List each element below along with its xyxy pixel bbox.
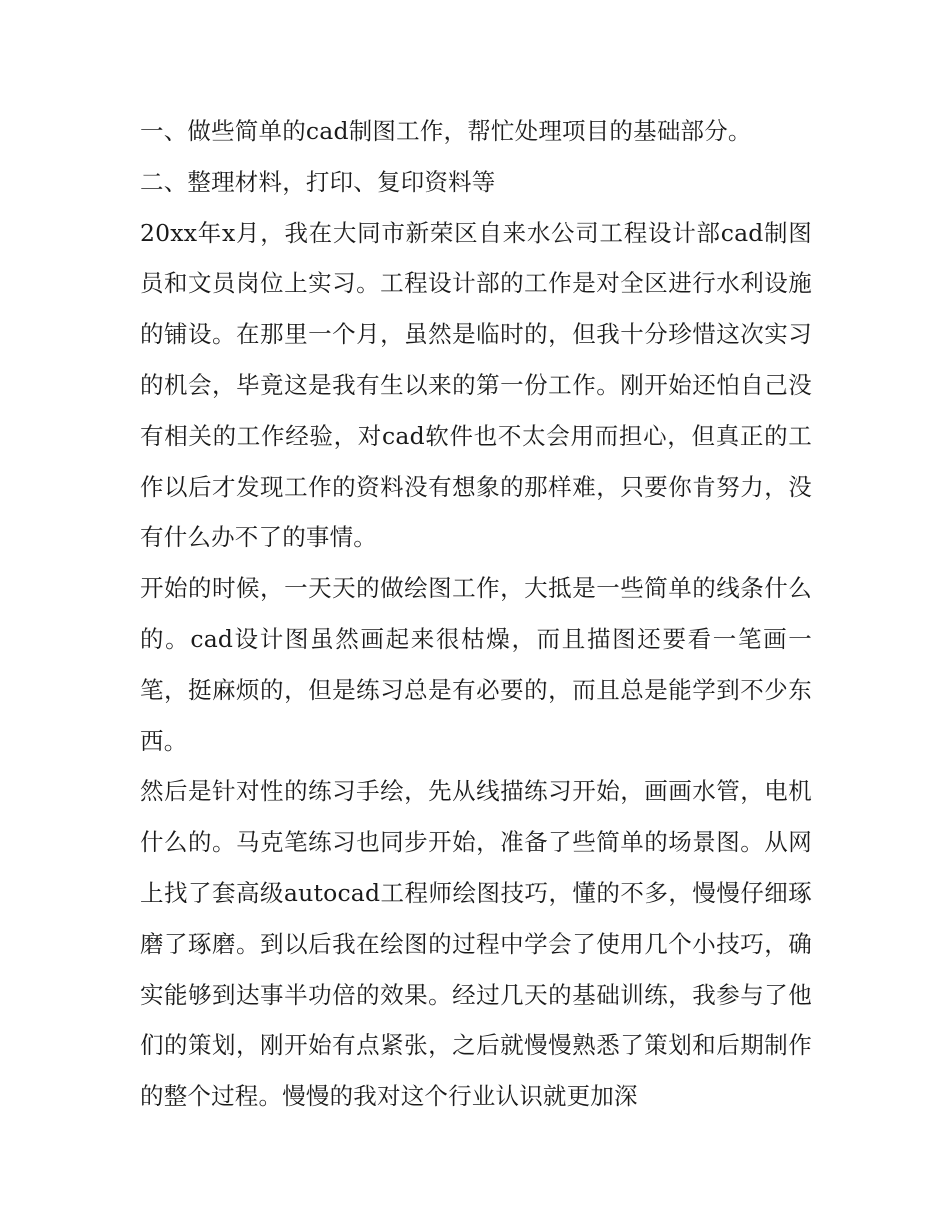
paragraph-internship-intro: 20xx年x月，我在大同市新荣区自来水公司工程设计部cad制图员和文员岗位上实习。工程设计部的工作是对全区进行水利设施的铺设。在那里一个月，虽然是临时的，但我十分珍惜这次实习的机会，毕竟这是我有生以来的第一份工作。刚开始还怕自己没有相关的工作经验，对cad软件也不太会用而担心，但真正的工作以后才发现工作的资料没有想象的那样难，只要你肯努力，没有什么办不了的事情。 <box>140 218 812 552</box>
paragraph-task-2: 二、整理材料，打印、复印资料等 <box>140 167 496 196</box>
paragraph-drawing-start: 开始的时候，一天天的做绘图工作，大抵是一些简单的线条什么的。cad设计图虽然画起来很枯燥，而且描图还要看一笔画一笔，挺麻烦的，但是练习总是有必要的，而且总是能学到不少东西。 <box>140 574 812 755</box>
document-body <box>140 106 812 1122</box>
paragraph-hand-drawing: 然后是针对性的练习手绘，先从线描练习开始，画画水管，电机什么的。马克笔练习也同步开始，准备了些简单的场景图。从网上找了套高级autocad工程师绘图技巧，懂的不多，慢慢仔细琢磨了琢磨。到以后我在绘图的过程中学会了使用几个小技巧，确实能够到达事半功倍的效果。经过几天的基础训练，我参与了他们的策划，刚开始有点紧张，之后就慢慢熟悉了策划和后期制作的整个过程。慢慢的我对这个行业认识就更加深 <box>140 777 812 1111</box>
paragraph-task-1: 一、做些简单的cad制图工作，帮忙处理项目的基础部分。 <box>140 117 752 145</box>
